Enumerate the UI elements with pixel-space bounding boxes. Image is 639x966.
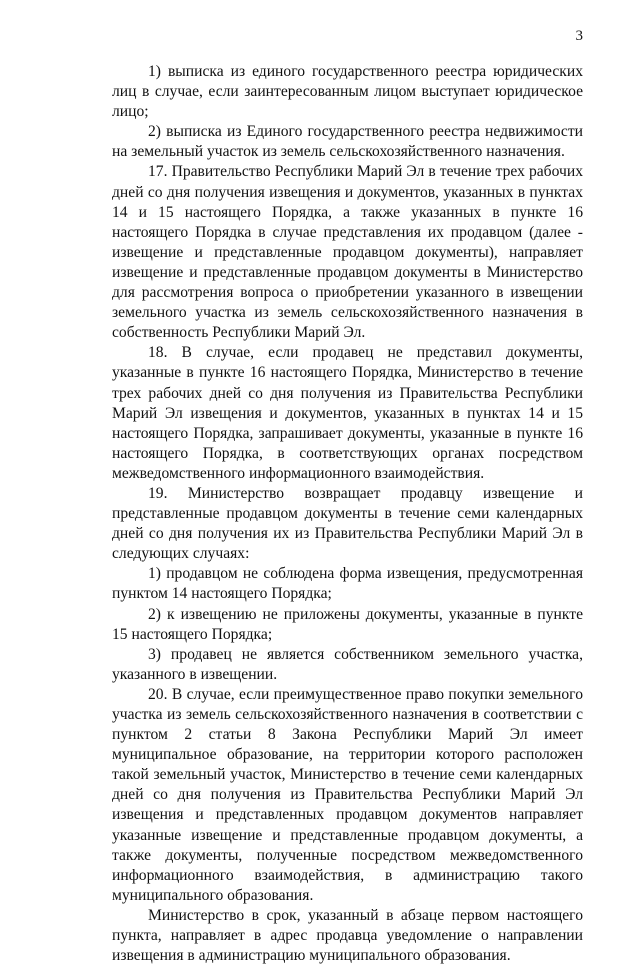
paragraph-extract-legal-entities: 1) выписка из единого государственного реестра юридических лиц в случае, если заинтересованным лицом выступает юридическое лицо; xyxy=(112,63,583,121)
paragraph-case-1: 1) продавцом не соблюдена форма извещения, предусмотренная пунктом 14 настоящего Порядка; xyxy=(112,565,583,603)
paragraph-item-17: 17. Правительство Республики Марий Эл в течение трех рабочих дней со дня получения извещения и документов, указанных в пунктах 14 и 15 настоящего Порядка, а также указанных в пункте 16 настоящего Порядка в случае представления их продавцом (далее - извещение и представленные продавцом документы), направляет извещение и представленные продавцом документы в Министерство для рассмотрения вопроса о приобретении указанного в извещении земельного участка из земель сельскохозяйственного назначения в собственность Республики Марий Эл. xyxy=(112,163,583,342)
paragraph-item-18: 18. В случае, если продавец не представил документы, указанные в пункте 16 настоящего Порядка, Министерство в течение трех рабочих дней со дня получения из Правительства Республики Марий Эл извещения и документов, указанных в пунктах 14 и 15 настоящего Порядка, запрашивает документы, указанные в пункте 16 настоящего Порядка, в соответствующих органах посредством межведомственного информационного взаимодействия. xyxy=(112,344,583,482)
paragraph-case-3: 3) продавец не является собственником земельного участка, указанного в извещении. xyxy=(112,645,583,683)
paragraph-item-20: 20. В случае, если преимущественное право покупки земельного участка из земель сельскохозяйственного назначения в соответствии с пунктом 2 статьи 8 Закона Республики Марий Эл имеет муниципальное образование, на территории которого расположен такой земельный участок, Министерство в течение семи календарных дней со дня получения из Правительства Республики Марий Эл извещения и представленных продавцом документов направляет указанные извещение и представленные продавцом документы, а также документы, полученные посредством межведомственного информационного взаимодействия, в администрацию такого муниципального образования. xyxy=(112,685,583,904)
paragraph-item-19: 19. Министерство возвращает продавцу извещение и представленные продавцом документы в течение семи календарных дней со дня получения их из Правительства Республики Марий Эл в следующих случаях: xyxy=(112,484,583,563)
page-number: 3 xyxy=(575,28,583,44)
paragraph-item-20-notice: Министерство в срок, указанный в абзаце первом настоящего пункта, направляет в адрес продавца уведомление о направлении извещения в администрацию муниципального образования. xyxy=(112,906,583,965)
paragraph-case-2: 2) к извещению не приложены документы, указанные в пункте 15 настоящего Порядка; xyxy=(112,605,583,643)
paragraph-extract-real-estate: 2) выписка из Единого государственного реестра недвижимости на земельный участок из земель сельскохозяйственного назначения. xyxy=(112,123,583,161)
document-body xyxy=(112,62,583,966)
